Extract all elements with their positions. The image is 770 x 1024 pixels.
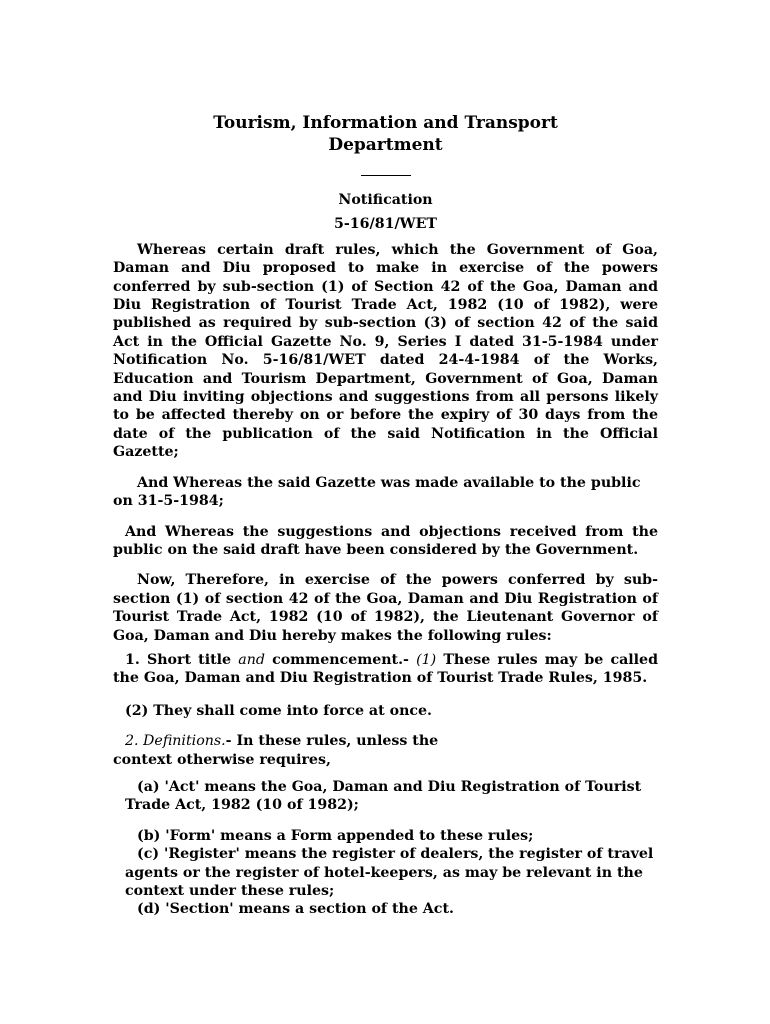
rule-1-sub-number: (1): [416, 651, 437, 668]
rule-2-paragraph: [113, 732, 658, 750]
rule-2-intro: - In these rules, unless the: [225, 733, 439, 750]
department-title-line2: Department: [328, 135, 443, 155]
title-divider: [361, 175, 411, 176]
definitions-list: [125, 827, 658, 919]
rule-1-paragraph: [113, 651, 658, 688]
enacting-paragraph: Now, Therefore, in exercise of the powers conferred by sub-section (1) of section 42 of the Goa, Daman and Diu Registration of Tourist Trade Act, 1982 (10 of 1982), the Lieutenant Governor of Goa, Daman and Diu hereby makes the following rules:: [113, 572, 658, 644]
definition-d: (d) 'Section' means a section of the Act.: [137, 901, 454, 918]
definition-c: (c) 'Register' means the register of dealers, the register of travel agents or the register of hotel-keepers, as may be relevant in the context under these rules;: [125, 846, 654, 899]
rule-1-text: These rules may be called the Goa, Daman and Diu Registration of Tourist Trade Rules, 1985.: [113, 651, 659, 687]
definition-b: (b) 'Form' means a Form appended to these rules;: [137, 827, 534, 844]
department-title-line1: Tourism, Information and Transport: [213, 113, 558, 133]
rule-1-heading-end: commencement.-: [264, 651, 417, 668]
notification-number: 5-16/81/WET: [334, 216, 437, 233]
notification-heading: Notification: [338, 192, 433, 208]
preamble-paragraph: Whereas certain draft rules, which the Government of Goa, Daman and Diu proposed to make in exercise of the powers conferred by sub-section (1) of Section 42 of the Goa, Daman and Diu Registration of Tourist Trade Act, 1982 (10 of 1982), were published as required by sub-section (3) of section 42 of the said Act in the Official Gazette No. 9, Series I dated 31-5-1984 under Notification No. 5-16/81/WET dated 24-4-1984 of the Works, Education and Tourism Department, Government of Goa, Daman and Diu inviting objections and suggestions from all persons likely to be affected thereby on or before the expiry of 30 days from the date of the publication of the said Notification in the Official Gazette;: [113, 241, 658, 461]
document-page: [113, 112, 658, 919]
definition-a: (a) 'Act' means the Goa, Daman and Diu Registration of Tourist Trade Act, 1982 (10 of 1982);: [125, 778, 642, 814]
rule-1-subrule-2: (2) They shall come into force at once.: [125, 702, 432, 719]
rule-1-and: and: [238, 651, 265, 668]
suggestions-paragraph: And Whereas the suggestions and objections received from the public on the said draft have been considered by the Government.: [113, 523, 658, 558]
gazette-paragraph: And Whereas the said Gazette was made available to the public on 31-5-1984;: [113, 474, 641, 510]
rule-2-intro-continued: context otherwise requires,: [113, 751, 331, 768]
rule-2-heading: 2. Definitions.: [125, 733, 226, 750]
rule-1-label: 1. Short title: [125, 651, 239, 668]
